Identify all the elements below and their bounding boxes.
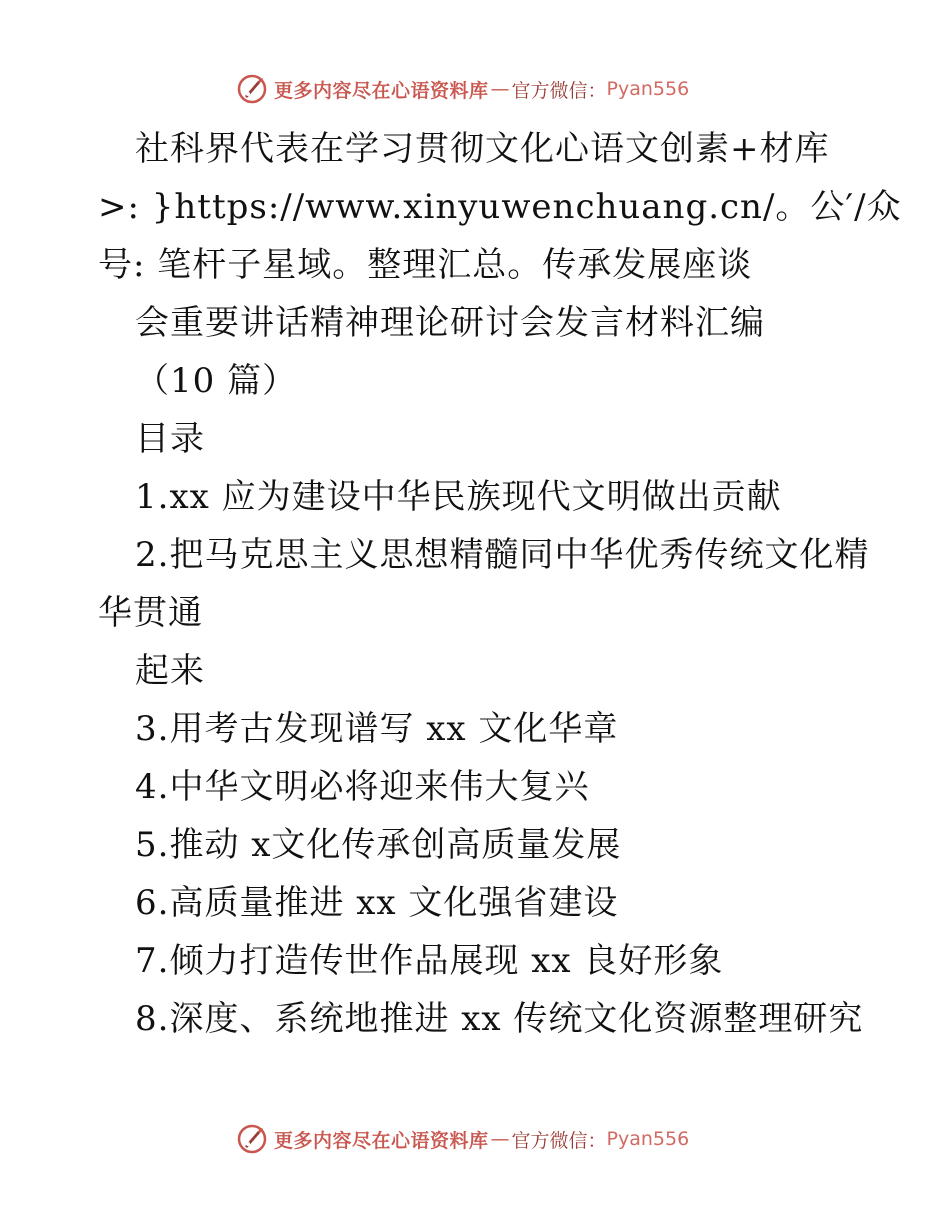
text-line: 号: 笔杆子星域。整理汇总。传承发展座谈 <box>98 245 753 285</box>
toc-item: 5.推动 x文化传承创高质量发展 <box>135 825 622 865</box>
toc-item: 1.xx 应为建设中华民族现代文明做出贡献 <box>135 477 782 517</box>
text-line: （10 篇） <box>135 361 298 401</box>
toc-item-continuation: 起来 <box>135 651 205 691</box>
toc-item: 3.用考古发现谱写 xx 文化华章 <box>135 709 619 749</box>
watermark-main-text: 更多内容尽在心语资料库 <box>274 1129 489 1152</box>
toc-heading: 目录 <box>135 419 205 459</box>
toc-item: 7.倾力打造传世作品展现 xx 良好形象 <box>135 941 724 981</box>
watermark-label: 官方微信： <box>511 1129 607 1152</box>
watermark-dash: — <box>490 1128 510 1150</box>
watermark-header <box>236 72 756 106</box>
watermark-dash: — <box>490 78 510 100</box>
text-line: 社科界代表在学习贯彻文化心语文创素+材库 <box>135 129 830 169</box>
toc-item-continuation: 华贯通 <box>98 593 203 633</box>
watermark-main-text: 更多内容尽在心语资料库 <box>274 79 489 102</box>
watermark-id: Pyan556 <box>606 1128 690 1150</box>
text-line: >: }https://www.xinyuwenchuang.cn/。公′/众 <box>98 187 902 227</box>
toc-item: 4.中华文明必将迎来伟大复兴 <box>135 767 590 807</box>
text-line: 会重要讲话精神理论研讨会发言材料汇编 <box>135 303 765 343</box>
toc-item: 2.把马克思主义思想精髓同中华优秀传统文化精 <box>135 535 870 575</box>
watermark-footer <box>236 1122 756 1156</box>
quill-pen-icon <box>236 73 268 105</box>
watermark-label: 官方微信： <box>511 79 607 102</box>
watermark-id: Pyan556 <box>606 78 690 100</box>
quill-pen-icon <box>236 1123 268 1155</box>
toc-item: 8.深度、系统地推进 xx 传统文化资源整理研究 <box>135 999 864 1039</box>
toc-item: 6.高质量推进 xx 文化强省建设 <box>135 883 619 923</box>
